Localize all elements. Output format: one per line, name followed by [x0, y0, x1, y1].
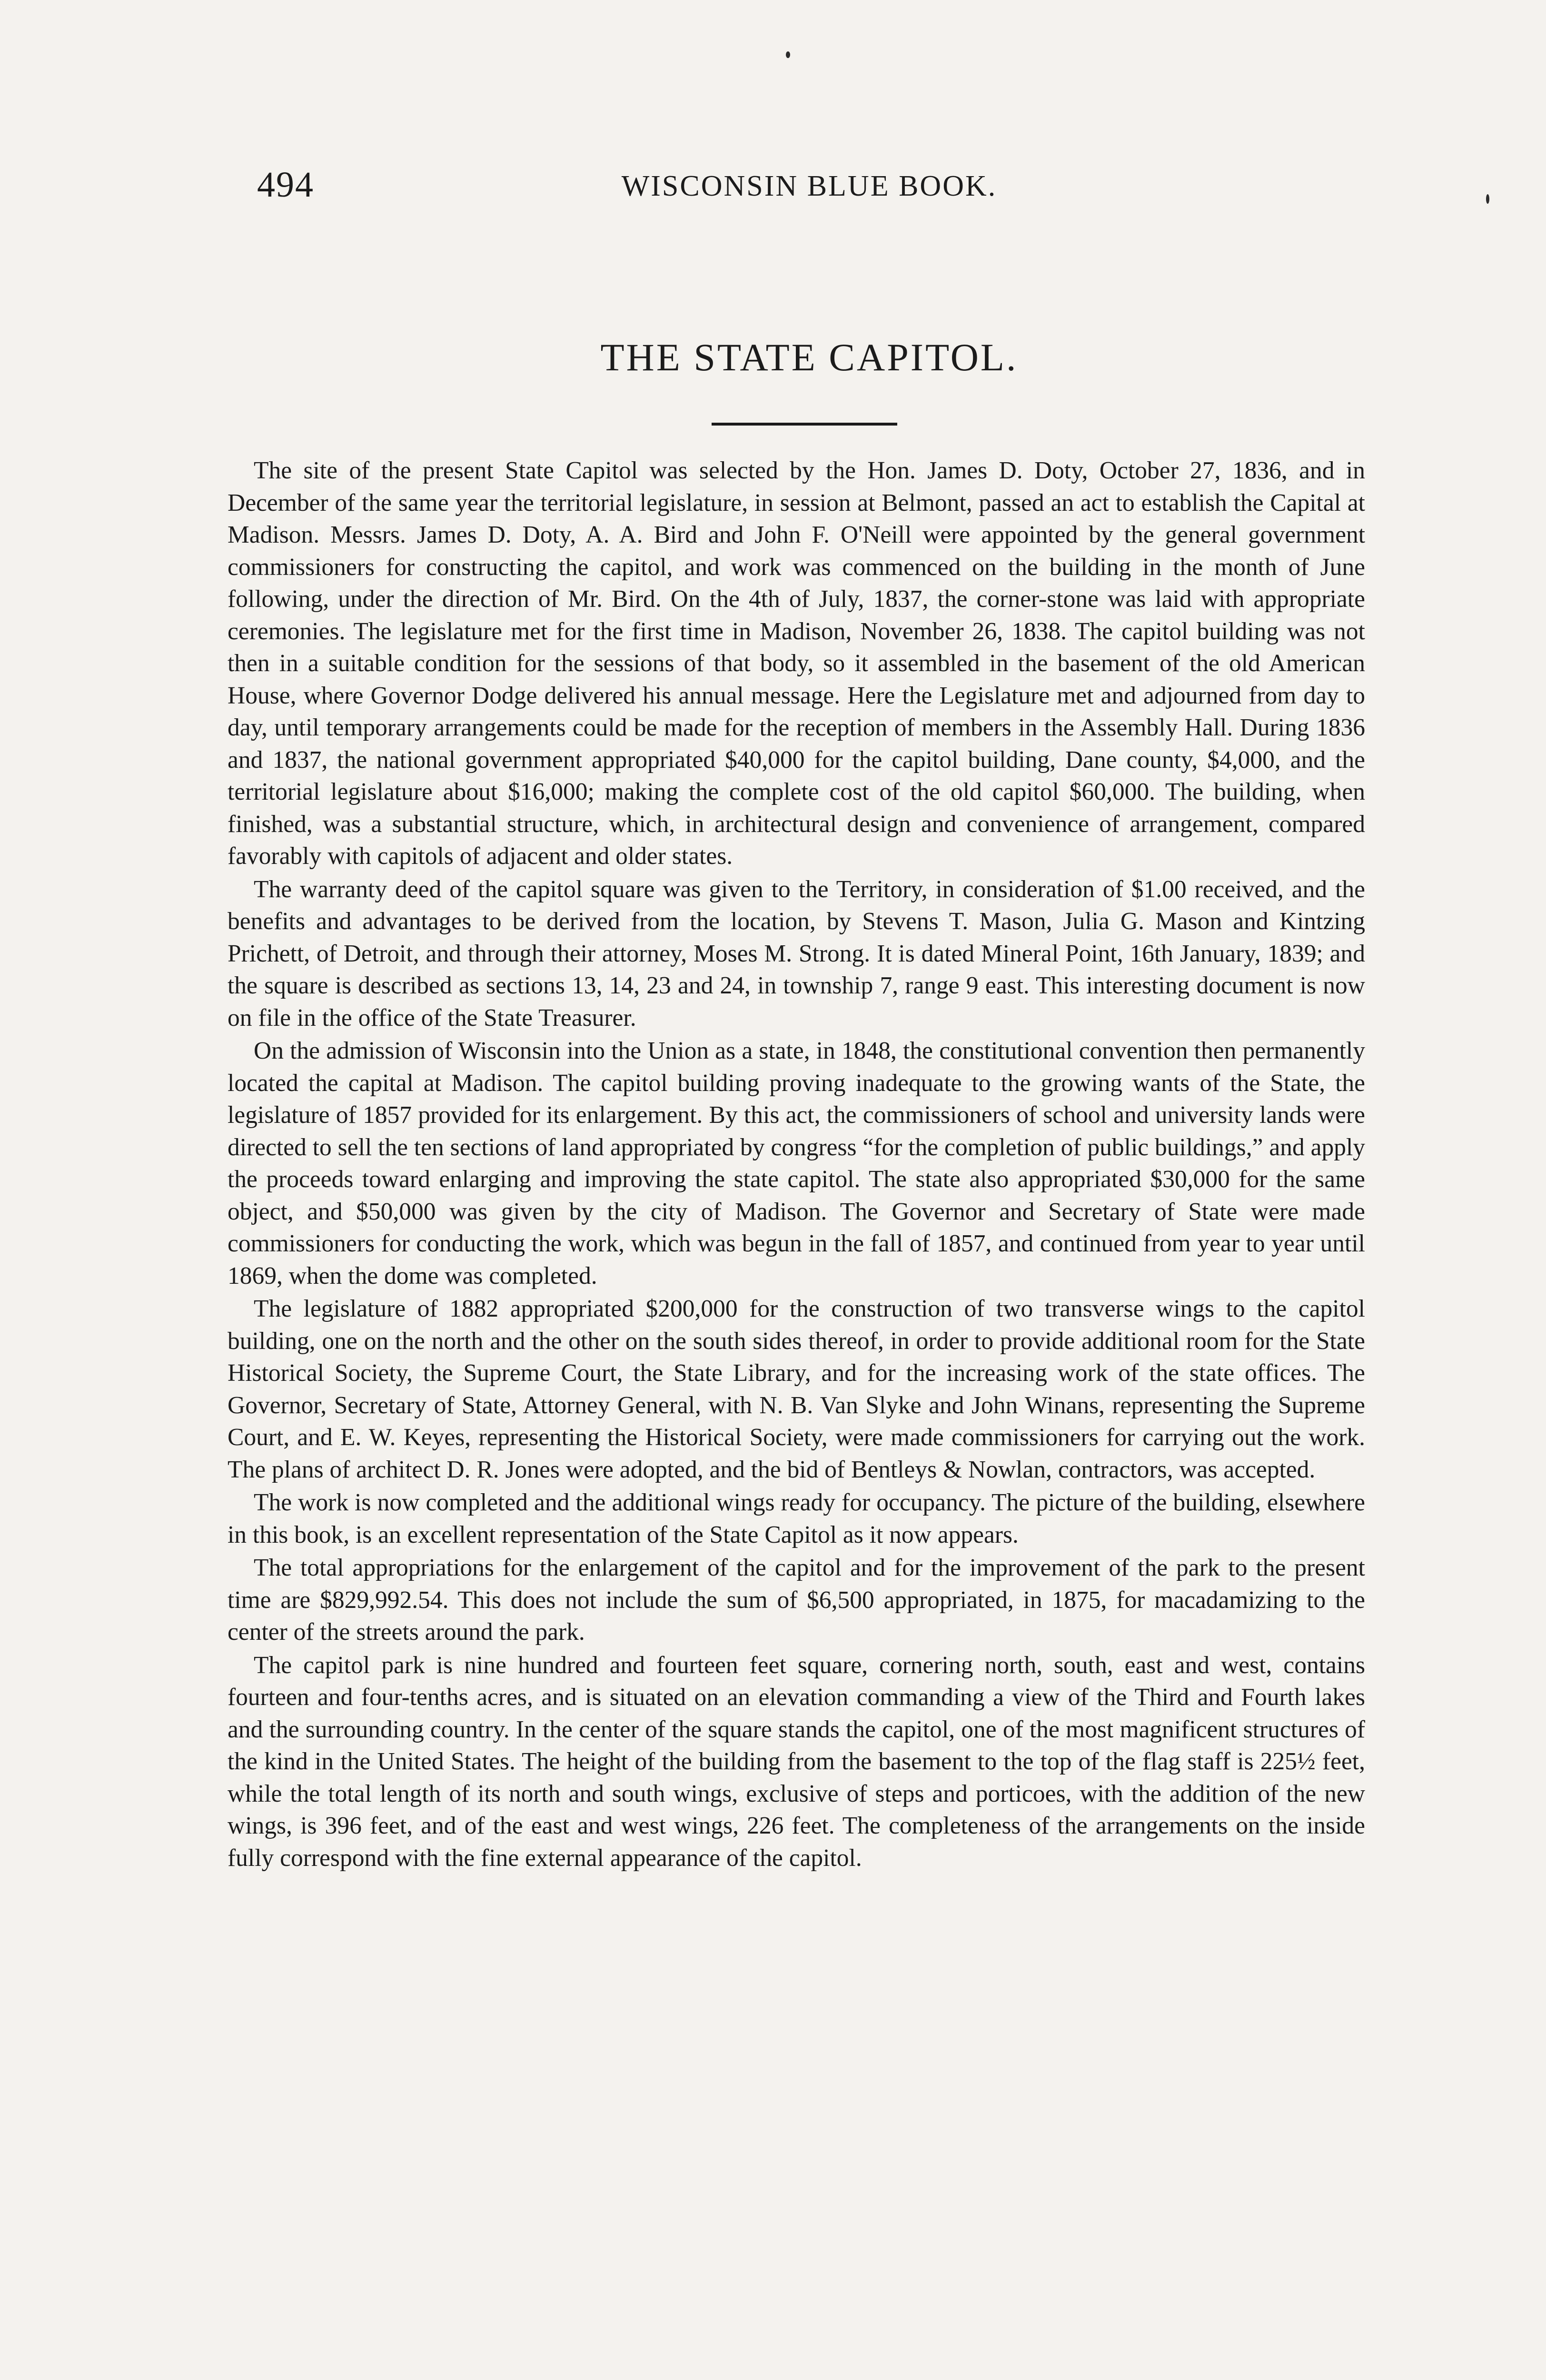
paragraph-capitol-park: The capitol park is nine hundred and fourteen feet square, cornering north, south, east and west, contains fourteen and four-tenths acres, and is situated on an elevation commanding a view of the Third and Fourth lakes and the surrounding country. In the center of the square stands the capitol, one of the most magnificent structures of the kind in the United States. The height of the building from the basement to the top of the flag staff is 225½ feet, while the total length of its north and south wings, exclusive of steps and porticoes, with the addition of the new wings, is 396 feet, and of the east and west wings, 226 feet. The completeness of the arrangements on the inside fully correspond with the fine external appearance of the capitol. [228, 1651, 1365, 1872]
running-head [257, 167, 1361, 224]
paragraph-warranty-deed: The warranty deed of the capitol square was given to the Territory, in consideration of $1.00 received, and the benefits and advantages to be derived from the location, by Stevens T. Mason, Julia G. Mason and Kintzing Prichett, of Detroit, and through their attorney, Moses M. Strong. It is dated Mineral Point, 16th January, 1839; and the square is described as sections 13, 14, 23 and 24, in township 7, range 9 east. This interesting document is now on file in the office of the State Treasurer. [228, 875, 1365, 1031]
paragraph-completion: The work is now completed and the additional wings ready for occupancy. The picture of the building, elsewhere in this book, is an excellent representation of the State Capitol as it now appears. [228, 1489, 1365, 1548]
article-body [228, 455, 1365, 1874]
paragraph-appropriations: The total appropriations for the enlargement of the capitol and for the improvement of the park to the present time are $829,992.54. This does not include the sum of $6,500 appropriated, in 1875, for macadamizing to the center of the streets around the park. [228, 1554, 1365, 1646]
chapter-title: THE STATE CAPITOL. [600, 336, 1018, 379]
paragraph-admission: On the admission of Wisconsin into the Union as a state, in 1848, the constitutional convention then permanently located the capital at Madison. The capitol building proving inadequate to the growing wants of the State, the legislature of 1857 provided for its enlargement. By this act, the commissioners of school and university lands were directed to sell the ten sections of land appropriated by congress “for the completion of public buildings,” and apply the proceeds toward enlarging and improving the state capitol. The state also appropriated $30,000 for the same object, and $50,000 was given by the city of Madison. The Governor and Secretary of State were made commissioners for conducting the work, which was begun in the fall of 1857, and continued from year to year until 1869, when the dome was completed. [228, 1037, 1365, 1289]
paragraph-history: The site of the present State Capitol was selected by the Hon. James D. Doty, October 27, 1836, and in December of the same year the territorial legislature, in session at Belmont, passed an act to establish the Capital at Madison. Messrs. James D. Doty, A. A. Bird and John F. O'Neill were appointed by the general government commissioners for constructing the capitol, and work was commenced on the building in the month of June following, under the direction of Mr. Bird. On the 4th of July, 1837, the corner-stone was laid with appropriate ceremonies. The legislature met for the first time in Madison, November 26, 1838. The capitol building was not then in a suitable condition for the sessions of that body, so it assembled in the basement of the old American House, where Governor Dodge delivered his annual message. Here the Legislature met and adjourned from day to day, until temporary arrangements could be made for the reception of members in the Assembly Hall. During 1836 and 1837, the national government appropriated $40,000 for the capitol building, Dane county, $4,000, and the territorial legislature about $16,000; making the complete cost of the old capitol $60,000. The building, when finished, was a substantial structure, which, in architectural design and convenience of arrangement, compared favorably with capitols of adjacent and older states. [228, 457, 1365, 870]
paragraph-wings: The legislature of 1882 appropriated $200,000 for the construction of two transverse wings to the capitol building, one on the north and the other on the south sides thereof, in order to provide additional room for the State Historical Society, the Supreme Court, the State Library, and for the increasing work of the state offices. The Governor, Secretary of State, Attorney General, with N. B. Van Slyke and John Winans, representing the Supreme Court, and E. W. Keyes, representing the Historical Society, were made commissioners for carrying out the work. The plans of architect D. R. Jones were adopted, and the bid of Bentleys & Nowlan, contractors, was accepted. [228, 1295, 1365, 1483]
page-number: 494 [257, 165, 314, 205]
title-rule [712, 423, 897, 426]
scan-speck-top [786, 51, 790, 58]
scan-speck-right [1486, 194, 1489, 204]
running-title: WISCONSIN BLUE BOOK. [621, 170, 997, 202]
